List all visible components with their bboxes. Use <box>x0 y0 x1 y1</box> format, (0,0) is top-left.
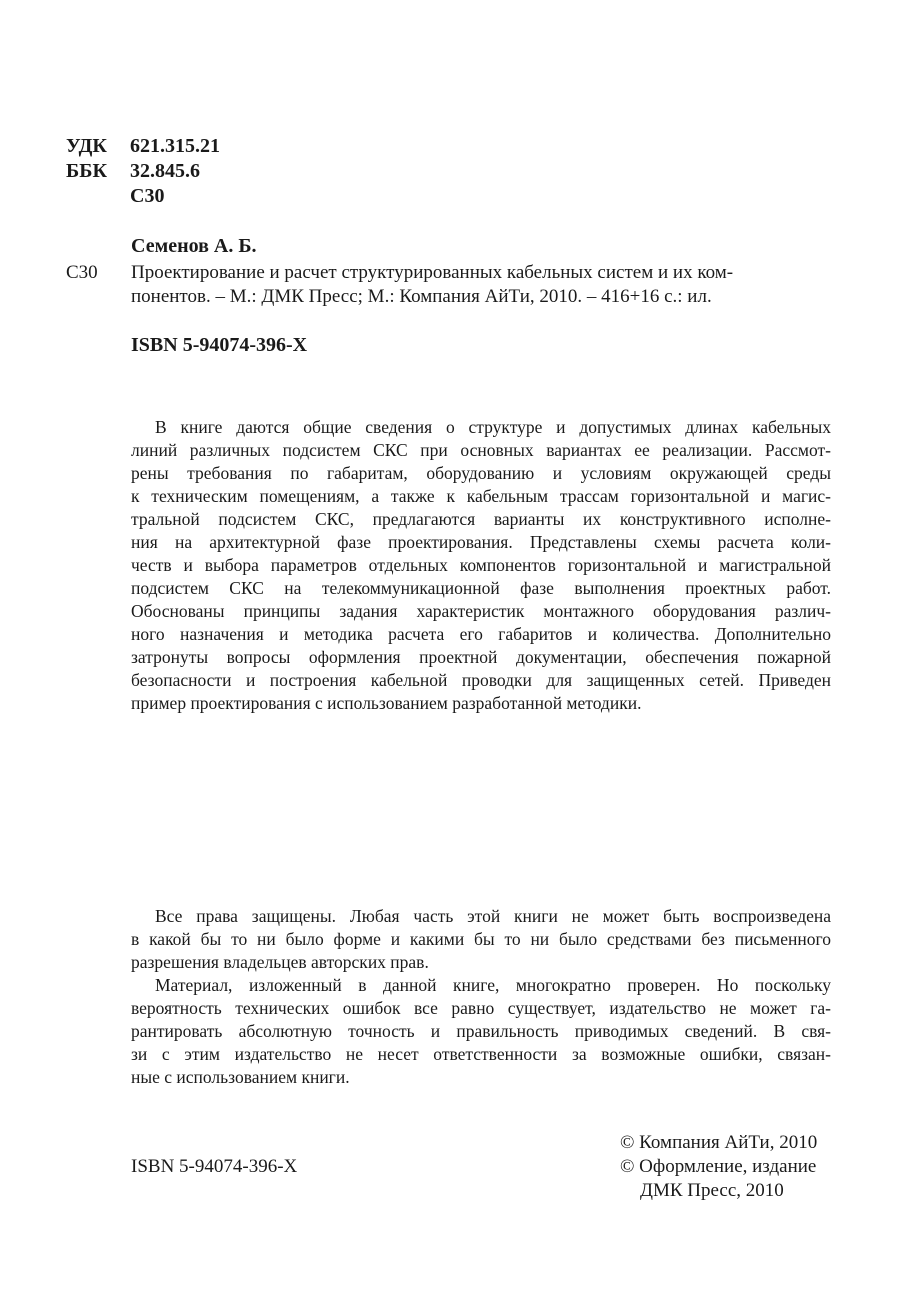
rights-line: в какой бы то ни было форме и какими бы то ни было средствами без письменного <box>131 929 831 949</box>
annotation-paragraph <box>131 416 831 715</box>
cutter-code: С30 <box>130 185 165 207</box>
annotation-line: рены требования по габаритам, оборудованию и условиям окружающей среды <box>131 463 831 483</box>
bibliographic-line: Проектирование и расчет структурированных кабельных систем и их ком- <box>131 262 734 283</box>
bibliographic-line: понентов. – М.: ДМК Пресс; М.: Компания АйТи, 2010. – 416+16 с.: ил. <box>131 286 712 307</box>
copyright-line: ДМК Пресс, 2010 <box>640 1180 784 1201</box>
disclaimer-line: зи с этим издательство не несет ответственности за возможные ошибки, связан- <box>131 1044 831 1064</box>
copyright-line: © Оформление, издание <box>620 1156 817 1177</box>
disclaimer-paragraph <box>131 974 831 1089</box>
disclaimer-line: Материал, изложенный в данной книге, многократно проверен. Но поскольку <box>155 975 831 995</box>
bibliographic-record <box>131 261 831 309</box>
udk-value: 621.315.21 <box>130 135 220 157</box>
annotation-line: ния на архитектурной фазе проектирования. Представлены схемы расчета коли- <box>131 532 831 552</box>
disclaimer-line: вероятность технических ошибок все равно существует, издательство не может га- <box>131 998 831 1018</box>
rights-line: Все права защищены. Любая часть этой книги не может быть воспроизведена <box>155 906 831 926</box>
author-name: Семенов А. Б. <box>131 235 257 257</box>
udk-row <box>66 134 220 159</box>
bbk-label: ББК <box>66 160 107 182</box>
annotation-line: В книге даются общие сведения о структуре и допустимых длинах кабельных <box>155 417 831 437</box>
annotation-line: честв и выбора параметров отдельных компонентов горизонтальной и магистральной <box>131 555 831 575</box>
annotation-line: ного назначения и методика расчета его габаритов и количества. Дополнительно <box>131 624 831 644</box>
copyright-line: © Компания АйТи, 2010 <box>620 1132 818 1153</box>
annotation-line: безопасности и построения кабельной проводки для защищенных сетей. Приведен <box>131 670 831 690</box>
udk-label: УДК <box>66 135 107 157</box>
copyright-block <box>620 1131 817 1203</box>
annotation-line: тральной подсистем СКС, предлагаются варианты их конструктивного исполне- <box>131 509 831 529</box>
annotation-line: подсистем СКС на телекоммуникационной фазе выполнения проектных работ. <box>131 578 831 598</box>
disclaimer-line: ные с использованием книги. <box>131 1067 350 1087</box>
cutter-row <box>66 184 164 209</box>
bbk-value: 32.845.6 <box>130 160 200 182</box>
bbk-row <box>66 159 200 184</box>
disclaimer-line: рантировать абсолютную точность и правильность приводимых сведений. В свя- <box>131 1021 831 1041</box>
annotation-line: затронуты вопросы оформления проектной документации, обеспечения пожарной <box>131 647 831 667</box>
annotation-line: линий различных подсистем СКС при основных вариантах ее реализации. Рассмот- <box>131 440 831 460</box>
isbn-heading: ISBN 5-94074-396-X <box>131 334 308 356</box>
bibliographic-cutter: С30 <box>66 262 98 283</box>
annotation-line: к техническим помещениям, а также к кабельным трассам горизонтальной и магис- <box>131 486 831 506</box>
rights-line: разрешения владельцев авторских прав. <box>131 952 429 972</box>
footer-isbn: ISBN 5-94074-396-X <box>131 1156 298 1177</box>
annotation-line: пример проектирования с использованием разработанной методики. <box>131 693 642 713</box>
annotation-line: Обоснованы принципы задания характеристик монтажного оборудования различ- <box>131 601 831 621</box>
rights-paragraph <box>131 905 831 974</box>
